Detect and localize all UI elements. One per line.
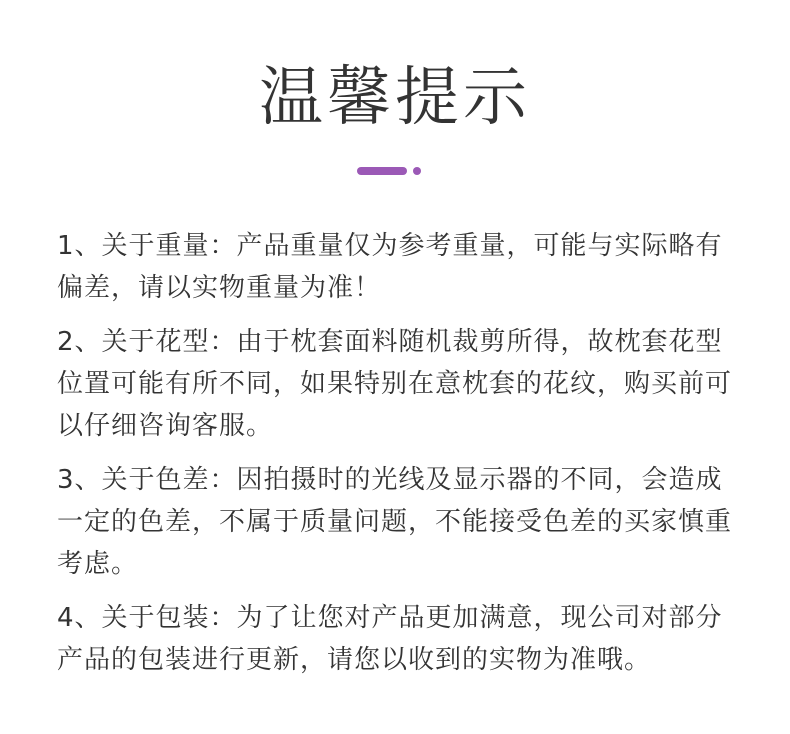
divider-bar [357,167,407,175]
page-title: 温馨提示 [259,61,531,135]
notice-item-pattern: 2、关于花型：由于枕套面料随机裁剪所得，故枕套花型位置可能有所不同，如果特别在意枕套的花纹，购买前可以仔细咨询客服。 [57,327,733,441]
notice-item-color: 3、关于色差：因拍摄时的光线及显示器的不同，会造成一定的色差，不属于质量问题，不能接受色差的买家慎重考虑。 [57,465,733,579]
notice-item-weight: 1、关于重量：产品重量仅为参考重量，可能与实际略有偏差，请以实物重量为准！ [57,231,723,303]
title-divider [357,167,427,175]
notice-list [57,225,737,693]
divider-dot [413,167,421,175]
notice-item-packaging: 4、关于包装：为了让您对产品更加满意，现公司对部分产品的包装进行更新，请您以收到的实物为准哦。 [57,603,723,675]
